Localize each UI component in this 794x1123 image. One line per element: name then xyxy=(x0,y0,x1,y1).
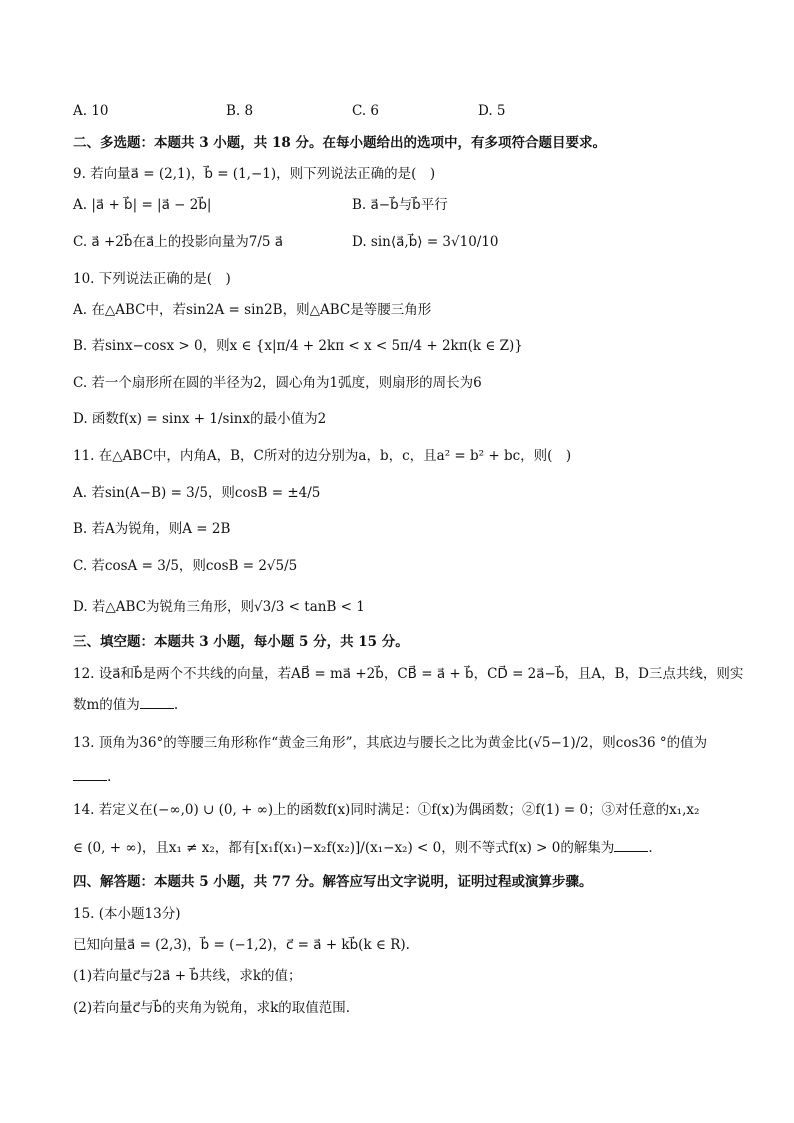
q14-line2-text: ∈ (0, + ∞)，且x₁ ≠ x₂，都有[x₁f(x₁)−x₂f(x₂)]/(x₁−x₂) < 0，则不等式f(x) > 0的解集为 xyxy=(73,840,615,856)
q9-option-b: B. a⃗−b⃗与b⃗平行 xyxy=(352,197,448,213)
q14-line1: 14. 若定义在(−∞,0) ∪ (0, + ∞)上的函数f(x)同时满足：①f(x)为偶函数；②f(1) = 0；③对任意的x₁,x₂ xyxy=(73,802,700,818)
q11-option-c: C. 若cosA = 3/5，则cosB = 2√5/5 xyxy=(73,558,298,574)
q15-title: 15. (本小题13分) xyxy=(73,906,181,922)
q12-line2 xyxy=(73,695,178,715)
q13-period: . xyxy=(107,769,112,785)
section3-header: 三、填空题：本题共 3 小题，每小题 5 分，共 15 分。 xyxy=(73,634,409,650)
q14-answer-blank xyxy=(614,839,648,852)
q12-line2-text: 数m的值为 xyxy=(73,697,140,713)
q12-line1: 12. 设a⃗和b⃗是两个不共线的向量，若AB⃗ = ma⃗ +2b⃗，CB⃗ = a⃗ + b⃗，CD⃗ = 2a⃗−b⃗，且A，B，D三点共线，则实 xyxy=(73,666,744,682)
q11-option-b: B. 若A为锐角，则A = 2B xyxy=(73,521,231,537)
q10-option-d: D. 函数f(x) = sinx + 1/sinx的最小值为2 xyxy=(73,411,327,427)
q8-option-b: B. 8 xyxy=(226,103,254,119)
q10-stem: 10. 下列说法正确的是( ) xyxy=(73,271,231,287)
q15-part2: (2)若向量c⃗与b⃗的夹角为锐角，求k的取值范围. xyxy=(73,1000,351,1016)
q9-option-d: D. sin⟨a⃗,b⃗⟩ = 3√10/10 xyxy=(352,234,499,250)
q11-stem: 11. 在△ABC中，内角A，B，C所对的边分别为a，b，c，且a² = b² + bc，则( ) xyxy=(73,448,572,464)
q15-given: 已知向量a⃗ = (2,3)，b⃗ = (−1,2)，c⃗ = a⃗ + kb⃗(k ∈ R). xyxy=(73,937,410,953)
q13-line2 xyxy=(73,767,111,787)
q8-option-a: A. 10 xyxy=(73,103,109,119)
q10-option-a: A. 在△ABC中，若sin2A = sin2B，则△ABC是等腰三角形 xyxy=(73,302,432,318)
q11-option-a: A. 若sin(A−B) = 3/5，则cosB = ±4/5 xyxy=(73,485,321,501)
section2-header: 二、多选题：本题共 3 小题，共 18 分。在每小题给出的选项中，有多项符合题目要求。 xyxy=(73,135,606,151)
q10-option-c: C. 若一个扇形所在圆的半径为2，圆心角为1弧度，则扇形的周长为6 xyxy=(73,375,482,391)
q9-option-a: A. |a⃗ + b⃗| = |a⃗ − 2b⃗| xyxy=(73,197,212,213)
q10-option-b: B. 若sinx−cosx > 0，则x ∈ {x|π/4 + 2kπ < x < 5π/4 + 2kπ(k ∈ Z)} xyxy=(73,338,523,354)
q9-stem: 9. 若向量a⃗ = (2,1)，b⃗ = (1,−1)，则下列说法正确的是( ) xyxy=(73,166,436,182)
q8-option-c: C. 6 xyxy=(352,103,380,119)
q11-option-d: D. 若△ABC为锐角三角形，则√3/3 < tanB < 1 xyxy=(73,599,365,615)
q13-answer-blank xyxy=(73,768,107,781)
q8-option-d: D. 5 xyxy=(478,103,506,119)
q13-line1: 13. 顶角为36°的等腰三角形称作“黄金三角形”，其底边与腰长之比为黄金比(√5−1)/2，则cos36 °的值为 xyxy=(73,735,708,751)
q12-period: . xyxy=(173,697,179,713)
q9-option-c: C. a⃗ +2b⃗在a⃗上的投影向量为7/5 a⃗ xyxy=(73,234,284,250)
q14-line2 xyxy=(73,838,653,858)
q15-part1: (1)若向量c⃗与2a⃗ + b⃗共线，求k的值； xyxy=(73,968,302,984)
q14-period: . xyxy=(648,840,653,856)
section4-header: 四、解答题：本题共 5 小题，共 77 分。解答应写出文字说明，证明过程或演算步骤。 xyxy=(73,874,593,890)
q12-answer-blank xyxy=(140,696,174,709)
